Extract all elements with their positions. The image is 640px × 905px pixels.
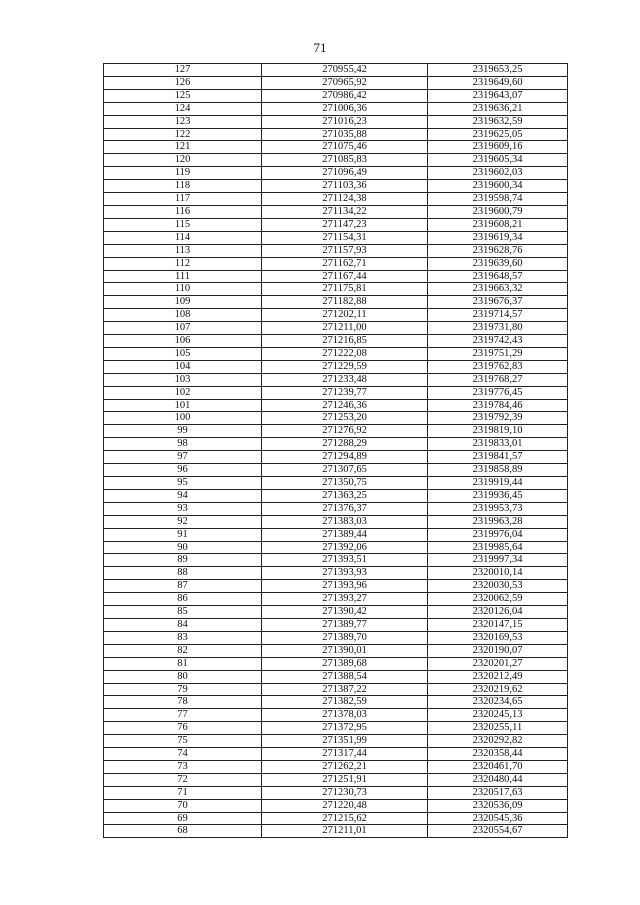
y-coordinate-cell: 2319714,57 [428,309,568,322]
x-coordinate-cell: 271387,22 [262,683,428,696]
y-coordinate-cell: 2319663,32 [428,283,568,296]
x-coordinate-cell: 271390,42 [262,606,428,619]
point-number-cell: 113 [104,244,262,257]
y-coordinate-cell: 2319776,45 [428,386,568,399]
point-number-cell: 73 [104,760,262,773]
x-coordinate-cell: 271389,70 [262,631,428,644]
table-row [104,205,568,218]
table-row [104,541,568,554]
point-number-cell: 96 [104,464,262,477]
x-coordinate-cell: 271378,03 [262,709,428,722]
table-row [104,567,568,580]
point-number-cell: 112 [104,257,262,270]
x-coordinate-cell: 271372,95 [262,722,428,735]
y-coordinate-cell: 2319653,25 [428,64,568,77]
table-row [104,722,568,735]
table-row [104,167,568,180]
x-coordinate-cell: 271388,54 [262,670,428,683]
table-row [104,580,568,593]
table-row [104,270,568,283]
table-row [104,425,568,438]
point-number-cell: 83 [104,631,262,644]
x-coordinate-cell: 271096,49 [262,167,428,180]
table-row [104,283,568,296]
y-coordinate-cell: 2320517,63 [428,786,568,799]
table-row [104,528,568,541]
y-coordinate-cell: 2319598,74 [428,193,568,206]
x-coordinate-cell: 271393,96 [262,580,428,593]
point-number-cell: 109 [104,296,262,309]
table-row [104,606,568,619]
point-number-cell: 72 [104,773,262,786]
table-row [104,244,568,257]
table-row [104,360,568,373]
y-coordinate-cell: 2320126,04 [428,606,568,619]
y-coordinate-cell: 2319963,28 [428,515,568,528]
table-row [104,89,568,102]
point-number-cell: 79 [104,683,262,696]
point-number-cell: 84 [104,618,262,631]
table-row [104,735,568,748]
point-number-cell: 107 [104,322,262,335]
point-number-cell: 122 [104,128,262,141]
table-row [104,76,568,89]
y-coordinate-cell: 2319997,34 [428,554,568,567]
table-row [104,335,568,348]
x-coordinate-cell: 271389,77 [262,618,428,631]
x-coordinate-cell: 271229,59 [262,360,428,373]
y-coordinate-cell: 2319953,73 [428,502,568,515]
y-coordinate-cell: 2320234,65 [428,696,568,709]
x-coordinate-cell: 271154,31 [262,231,428,244]
point-number-cell: 126 [104,76,262,89]
point-number-cell: 117 [104,193,262,206]
point-number-cell: 97 [104,451,262,464]
x-coordinate-cell: 271253,20 [262,412,428,425]
y-coordinate-cell: 2320554,67 [428,825,568,838]
y-coordinate-cell: 2320292,82 [428,735,568,748]
x-coordinate-cell: 271134,22 [262,205,428,218]
coordinates-table-body [104,64,568,838]
y-coordinate-cell: 2319628,76 [428,244,568,257]
table-row [104,218,568,231]
x-coordinate-cell: 271246,36 [262,399,428,412]
x-coordinate-cell: 270955,42 [262,64,428,77]
y-coordinate-cell: 2319632,59 [428,115,568,128]
x-coordinate-cell: 271393,93 [262,567,428,580]
y-coordinate-cell: 2319619,34 [428,231,568,244]
y-coordinate-cell: 2319605,34 [428,154,568,167]
y-coordinate-cell: 2319751,29 [428,347,568,360]
point-number-cell: 115 [104,218,262,231]
y-coordinate-cell: 2320461,70 [428,760,568,773]
point-number-cell: 104 [104,360,262,373]
x-coordinate-cell: 271175,81 [262,283,428,296]
x-coordinate-cell: 271307,65 [262,464,428,477]
x-coordinate-cell: 271392,06 [262,541,428,554]
table-row [104,760,568,773]
x-coordinate-cell: 271016,23 [262,115,428,128]
table-row [104,309,568,322]
table-row [104,502,568,515]
point-number-cell: 120 [104,154,262,167]
point-number-cell: 98 [104,438,262,451]
point-number-cell: 106 [104,335,262,348]
x-coordinate-cell: 271202,11 [262,309,428,322]
x-coordinate-cell: 270986,42 [262,89,428,102]
table-row [104,231,568,244]
x-coordinate-cell: 271317,44 [262,748,428,761]
point-number-cell: 87 [104,580,262,593]
table-row [104,347,568,360]
y-coordinate-cell: 2320536,09 [428,799,568,812]
table-row [104,554,568,567]
y-coordinate-cell: 2320545,36 [428,812,568,825]
point-number-cell: 80 [104,670,262,683]
x-coordinate-cell: 271350,75 [262,477,428,490]
y-coordinate-cell: 2320030,53 [428,580,568,593]
x-coordinate-cell: 270965,92 [262,76,428,89]
table-row [104,386,568,399]
y-coordinate-cell: 2320201,27 [428,657,568,670]
y-coordinate-cell: 2319833,01 [428,438,568,451]
table-row [104,438,568,451]
y-coordinate-cell: 2319919,44 [428,477,568,490]
point-number-cell: 127 [104,64,262,77]
point-number-cell: 114 [104,231,262,244]
y-coordinate-cell: 2319768,27 [428,373,568,386]
y-coordinate-cell: 2320010,14 [428,567,568,580]
x-coordinate-cell: 271035,88 [262,128,428,141]
y-coordinate-cell: 2320255,11 [428,722,568,735]
y-coordinate-cell: 2319639,60 [428,257,568,270]
table-row [104,180,568,193]
point-number-cell: 88 [104,567,262,580]
x-coordinate-cell: 271393,27 [262,593,428,606]
point-number-cell: 100 [104,412,262,425]
x-coordinate-cell: 271288,29 [262,438,428,451]
y-coordinate-cell: 2320358,44 [428,748,568,761]
x-coordinate-cell: 271220,48 [262,799,428,812]
x-coordinate-cell: 271393,51 [262,554,428,567]
y-coordinate-cell: 2320169,53 [428,631,568,644]
x-coordinate-cell: 271157,93 [262,244,428,257]
point-number-cell: 125 [104,89,262,102]
point-number-cell: 105 [104,347,262,360]
x-coordinate-cell: 271215,62 [262,812,428,825]
point-number-cell: 103 [104,373,262,386]
point-number-cell: 81 [104,657,262,670]
table-row [104,296,568,309]
y-coordinate-cell: 2319643,07 [428,89,568,102]
x-coordinate-cell: 271216,85 [262,335,428,348]
x-coordinate-cell: 271276,92 [262,425,428,438]
table-row [104,451,568,464]
y-coordinate-cell: 2319648,57 [428,270,568,283]
point-number-cell: 123 [104,115,262,128]
table-row [104,515,568,528]
point-number-cell: 90 [104,541,262,554]
x-coordinate-cell: 271211,01 [262,825,428,838]
table-row [104,812,568,825]
x-coordinate-cell: 271182,88 [262,296,428,309]
y-coordinate-cell: 2319742,43 [428,335,568,348]
x-coordinate-cell: 271075,46 [262,141,428,154]
table-row [104,464,568,477]
point-number-cell: 101 [104,399,262,412]
y-coordinate-cell: 2319841,57 [428,451,568,464]
point-number-cell: 75 [104,735,262,748]
x-coordinate-cell: 271382,59 [262,696,428,709]
y-coordinate-cell: 2319731,80 [428,322,568,335]
x-coordinate-cell: 271222,08 [262,347,428,360]
table-row [104,644,568,657]
table-row [104,373,568,386]
point-number-cell: 69 [104,812,262,825]
table-row [104,657,568,670]
y-coordinate-cell: 2319936,45 [428,489,568,502]
y-coordinate-cell: 2319608,21 [428,218,568,231]
y-coordinate-cell: 2320190,07 [428,644,568,657]
point-number-cell: 94 [104,489,262,502]
table-row [104,257,568,270]
coordinates-table [103,63,568,838]
y-coordinate-cell: 2320147,15 [428,618,568,631]
point-number-cell: 124 [104,102,262,115]
y-coordinate-cell: 2319649,60 [428,76,568,89]
x-coordinate-cell: 271351,99 [262,735,428,748]
y-coordinate-cell: 2319792,39 [428,412,568,425]
x-coordinate-cell: 271147,23 [262,218,428,231]
point-number-cell: 74 [104,748,262,761]
table-row [104,102,568,115]
point-number-cell: 77 [104,709,262,722]
table-row [104,773,568,786]
table-row [104,593,568,606]
point-number-cell: 68 [104,825,262,838]
table-row [104,64,568,77]
point-number-cell: 102 [104,386,262,399]
x-coordinate-cell: 271167,44 [262,270,428,283]
table-row [104,618,568,631]
y-coordinate-cell: 2319819,10 [428,425,568,438]
table-row [104,128,568,141]
y-coordinate-cell: 2319976,04 [428,528,568,541]
x-coordinate-cell: 271230,73 [262,786,428,799]
x-coordinate-cell: 271085,83 [262,154,428,167]
x-coordinate-cell: 271390,01 [262,644,428,657]
table-row [104,115,568,128]
x-coordinate-cell: 271389,44 [262,528,428,541]
table-row [104,748,568,761]
table-row [104,631,568,644]
x-coordinate-cell: 271294,89 [262,451,428,464]
point-number-cell: 85 [104,606,262,619]
y-coordinate-cell: 2319985,64 [428,541,568,554]
table-row [104,825,568,838]
point-number-cell: 118 [104,180,262,193]
y-coordinate-cell: 2320062,59 [428,593,568,606]
table-row [104,322,568,335]
table-row [104,670,568,683]
y-coordinate-cell: 2320212,49 [428,670,568,683]
point-number-cell: 86 [104,593,262,606]
x-coordinate-cell: 271233,48 [262,373,428,386]
table-row [104,477,568,490]
table-row [104,141,568,154]
point-number-cell: 116 [104,205,262,218]
point-number-cell: 91 [104,528,262,541]
x-coordinate-cell: 271389,68 [262,657,428,670]
y-coordinate-cell: 2319602,03 [428,167,568,180]
point-number-cell: 119 [104,167,262,180]
x-coordinate-cell: 271162,71 [262,257,428,270]
y-coordinate-cell: 2319676,37 [428,296,568,309]
y-coordinate-cell: 2319636,21 [428,102,568,115]
point-number-cell: 121 [104,141,262,154]
page-number: 71 [313,40,327,55]
point-number-cell: 71 [104,786,262,799]
y-coordinate-cell: 2319784,46 [428,399,568,412]
x-coordinate-cell: 271363,25 [262,489,428,502]
x-coordinate-cell: 271239,77 [262,386,428,399]
x-coordinate-cell: 271124,38 [262,193,428,206]
table-row [104,709,568,722]
point-number-cell: 99 [104,425,262,438]
point-number-cell: 89 [104,554,262,567]
table-row [104,799,568,812]
x-coordinate-cell: 271006,36 [262,102,428,115]
y-coordinate-cell: 2319600,34 [428,180,568,193]
y-coordinate-cell: 2319600,79 [428,205,568,218]
point-number-cell: 78 [104,696,262,709]
table-row [104,193,568,206]
point-number-cell: 95 [104,477,262,490]
table-row [104,154,568,167]
table-row [104,412,568,425]
x-coordinate-cell: 271376,37 [262,502,428,515]
y-coordinate-cell: 2320219,62 [428,683,568,696]
x-coordinate-cell: 271383,03 [262,515,428,528]
x-coordinate-cell: 271251,91 [262,773,428,786]
point-number-cell: 76 [104,722,262,735]
y-coordinate-cell: 2320480,44 [428,773,568,786]
x-coordinate-cell: 271211,00 [262,322,428,335]
y-coordinate-cell: 2319609,16 [428,141,568,154]
y-coordinate-cell: 2320245,13 [428,709,568,722]
point-number-cell: 92 [104,515,262,528]
table-row [104,786,568,799]
table-row [104,696,568,709]
table-row [104,399,568,412]
y-coordinate-cell: 2319762,83 [428,360,568,373]
x-coordinate-cell: 271262,21 [262,760,428,773]
table-row [104,489,568,502]
table-row [104,683,568,696]
point-number-cell: 70 [104,799,262,812]
point-number-cell: 110 [104,283,262,296]
point-number-cell: 111 [104,270,262,283]
x-coordinate-cell: 271103,36 [262,180,428,193]
y-coordinate-cell: 2319625,05 [428,128,568,141]
point-number-cell: 82 [104,644,262,657]
point-number-cell: 108 [104,309,262,322]
y-coordinate-cell: 2319858,89 [428,464,568,477]
point-number-cell: 93 [104,502,262,515]
